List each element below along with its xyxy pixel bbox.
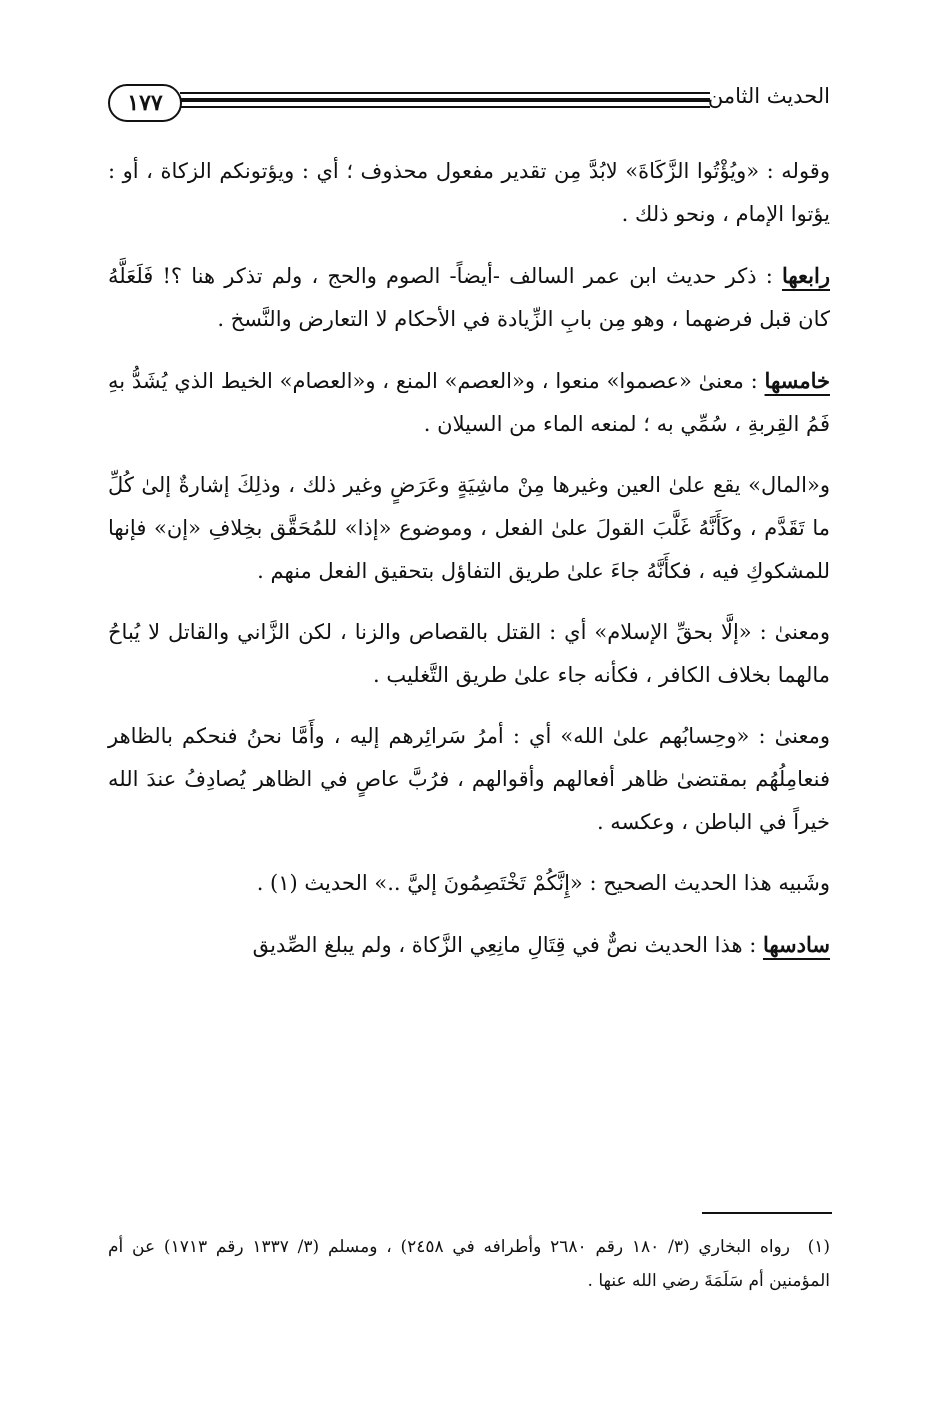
paragraph: [108, 150, 830, 236]
header-rule: [180, 98, 710, 102]
paragraph: [108, 611, 830, 697]
main-text: [108, 150, 830, 985]
running-title: الحديث الثامن: [707, 84, 830, 108]
paragraph-text: : معنىٰ «عصموا» منعوا ، و«العصم» المنع ، و«العصام» الخيط الذي يُشَدُّ بهِ فَمُ القِربةِ ، سُمِّي به ؛ لمنعه الماء من السيلان .: [108, 369, 830, 436]
paragraph: [108, 464, 830, 593]
header-rule: [180, 106, 710, 108]
paragraph-lead: سادسها: [762, 932, 830, 957]
paragraph-text: ومعنىٰ : «إلَّا بحقِّ الإسلام» أي : القتل بالقصاص والزنا ، لكن الزَّاني والقاتل لا يُباحُ مالهما بخلاف الكافر ، فكأنه جاء علىٰ طريق التَّغليب .: [108, 620, 830, 687]
paragraph-text: وشَبيه هذا الحديث الصحيح : «إِنَّكُمْ تَخْتَصِمُونَ إليَّ ..» الحديث (١) .: [256, 871, 830, 895]
paragraph-text: ومعنىٰ : «وحِسابُهم علىٰ الله» أي : أمرُ سَرائِرهم إليه ، وأَمَّا نحنُ فنحكم بالظاهر فنعامِلُهُم بمقتضىٰ ظاهر أفعالهم وأقوالهم ، فرُبَّ عاصٍ في الظاهر يُصادِفُ عندَ الله خيراً في الباطن ، وعكسه .: [108, 724, 830, 834]
paragraph-text: و«المال» يقع علىٰ العين وغيرها مِنْ ماشِيَةٍ وعَرَضٍ وغير ذلك ، وذلِكَ إشارةٌ إلىٰ كُلِّ ما تَقَدَّم ، وكَأَنَّهُ غَلَّبَ القولَ علىٰ الفعل ، وموضوع «إذا» للمُحَقَّق بخِلافِ «إن» فإنها للمشكوكِ فيه ، فكأَنَّهُ جاءَ علىٰ طريق التفاؤل بتحقيق الفعل منهم .: [108, 473, 830, 583]
page-header: [108, 82, 830, 128]
paragraph-lead: خامسها: [764, 368, 830, 393]
paragraph-text: وقوله : «ويُؤْتُوا الزَّكَاةَ» لابُدَّ مِن تقدير مفعول محذوف ؛ أي : ويؤتونكم الزكاة ، أو : يؤتوا الإمام ، ونحو ذلك .: [108, 159, 830, 226]
paragraph: [108, 862, 830, 905]
footnote-number: (١): [807, 1237, 830, 1257]
footnote: [108, 1230, 830, 1298]
paragraph: [108, 923, 830, 967]
footnote-text: رواه البخاري (٣/ ١٨٠ رقم ٢٦٨٠ وأطرافه في ٢٤٥٨) ، ومسلم (٣/ ١٣٣٧ رقم ١٧١٣) عن أم المؤمنين أم سَلَمَةَ رضي الله عنها .: [108, 1237, 830, 1291]
paragraph: [108, 715, 830, 844]
paragraph-text: : هذا الحديث نصٌّ في قِتَالِ مانِعِي الزَّكاة ، ولم يبلغ الصِّديق: [252, 933, 763, 957]
paragraph: [108, 254, 830, 341]
page-number: ١٧٧: [108, 84, 182, 122]
paragraph-lead: رابعها: [781, 263, 830, 288]
footnote-separator: [702, 1212, 832, 1214]
header-rule: [180, 92, 710, 94]
paragraph-text: : ذكر حديث ابن عمر السالف -أيضاً- الصوم والحج ، ولم تذكر هنا ؟! فَلَعَلَّهُ كان قبل فرضهما ، وهو مِن بابِ الزِّيادة في الأحكام لا التعارض والنَّسخ .: [108, 264, 830, 331]
paragraph: [108, 359, 830, 446]
